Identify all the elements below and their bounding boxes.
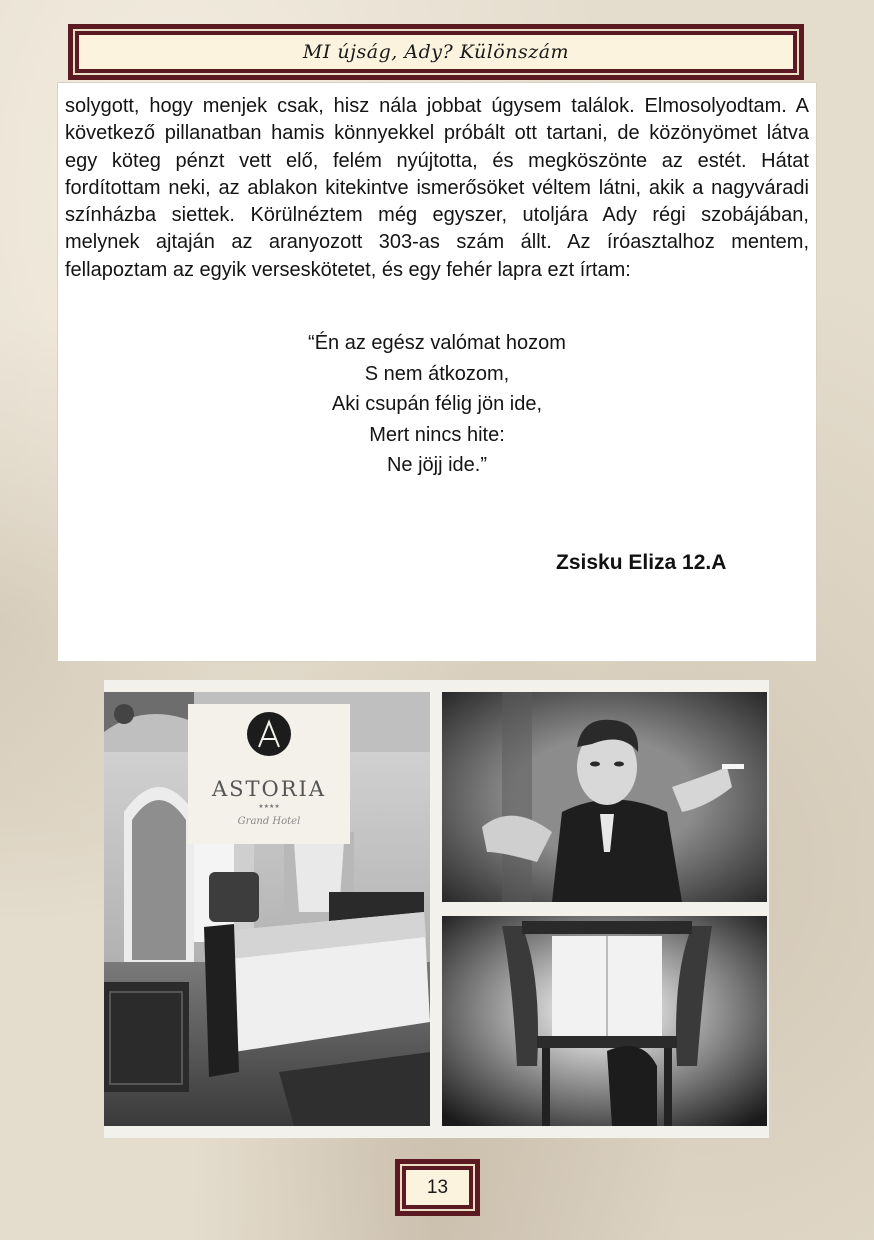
hotel-logo-subtitle: Grand Hotel xyxy=(237,816,301,827)
page-number: 13 xyxy=(406,1170,469,1205)
article-text-panel xyxy=(57,82,817,662)
hotel-logo-stars: ★★★★ xyxy=(258,803,280,810)
poem-line: Aki csupán félig jön ide, xyxy=(331,393,543,416)
page-number-box xyxy=(395,1159,480,1216)
poem-line: “Én az egész valómat hozom xyxy=(308,332,566,355)
ady-room-window-photo xyxy=(442,916,767,1126)
hotel-room-photo xyxy=(104,692,430,1126)
poem-line: S nem átkozom, xyxy=(364,362,510,385)
poem-line: Ne jöjj ide.” xyxy=(386,454,488,477)
author-signature: Zsisku Eliza 12.A xyxy=(556,551,727,574)
photo-collage xyxy=(104,680,769,1138)
header-title: MI újság, Ady? Különszám xyxy=(79,35,793,69)
article-paragraph: solygott, hogy menjek csak, hisz nála jobbat úgysem találok. Elmosolyodtam. A következő pillanatban hamis könnyekkel próbált ott tartani, de közönyömet látva egy köteg pénzt vett elő, felém nyújtotta, és megköszönte az estét. Hátat fordítottam neki, az ablakon kitekintve ismerősöket véltem látni, akik a nagyváradi színházba siettek. Körülnéztem még egyszer, utoljára Ady régi szobájában, melynek ajtaján az aranyozott 303-as szám állt. Az íróasztalhoz mentem, fellapoztam az egyik verseskötetet, és egy fehér lapra ezt írtam: xyxy=(65,95,809,281)
poem-line: Mert nincs hite: xyxy=(369,423,505,446)
header-banner xyxy=(68,24,804,80)
ady-portrait-photo xyxy=(442,692,767,902)
poem xyxy=(65,328,809,481)
hotel-logo-name: ASTORIA xyxy=(211,777,327,801)
